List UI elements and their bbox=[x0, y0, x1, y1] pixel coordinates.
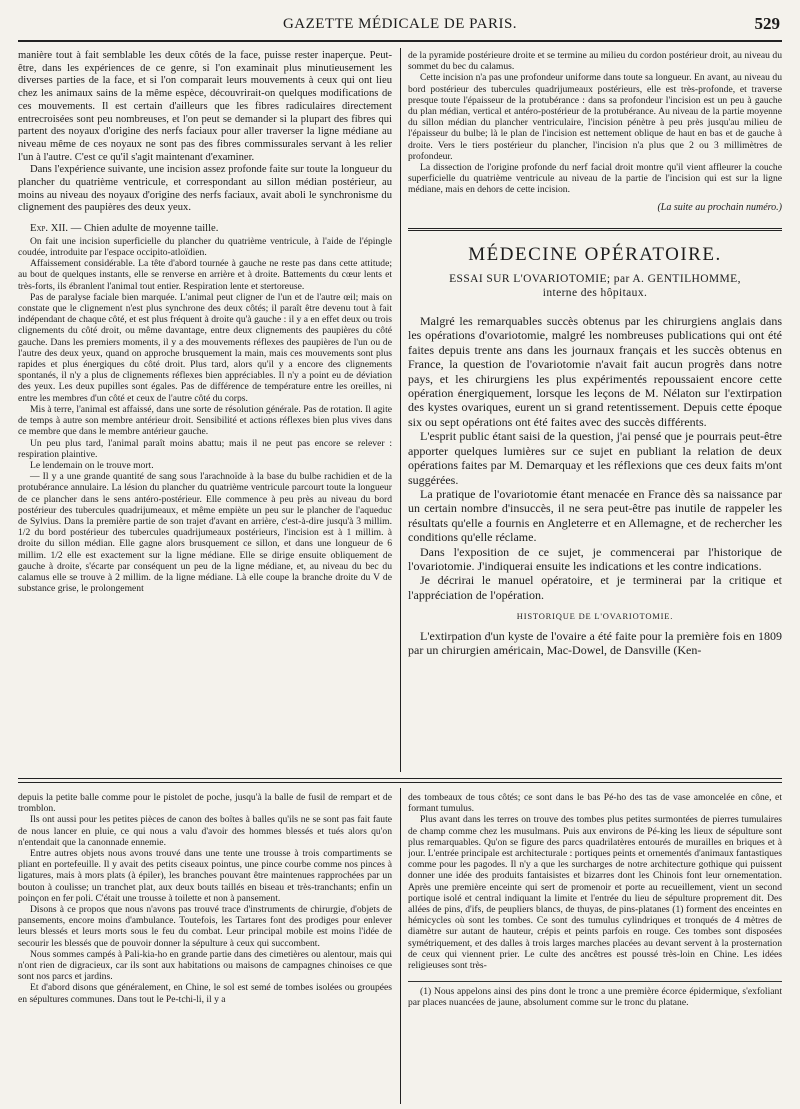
paragraph: Dans l'exposition de ce sujet, je commencerai par l'historique de l'ovariotomie. J'indiquerai ensuite les indications et les contre indications. bbox=[408, 544, 782, 573]
paragraph: Le lendemain on le trouve mort. bbox=[30, 459, 154, 471]
experiment-heading bbox=[18, 223, 392, 236]
paragraph: On fait une incision superficielle du plancher du quatrième ventricule, à l'aide de l'épingle coudée, introduite par l'espace occipito-atloïdien. bbox=[18, 235, 392, 259]
paragraph: La dissection de l'origine profonde du nerf facial droit montre qu'il vient affleurer la couche superficielle du quatrième ventricule au niveau de la partie de l'incision qui est sur la ligne médiane, mais en dehors de cette incision. bbox=[408, 162, 782, 196]
paragraph: des tombeaux de tous côtés; ce sont dans le bas Pé-ho des tas de vase amoncelée en cône, et formant tumulus. bbox=[408, 792, 782, 815]
paragraph: L'extirpation d'un kyste de l'ovaire a été faite pour la première fois en 1809 par un chirurgien américain, Mac-Dowel, de Dansville (Ken- bbox=[408, 628, 782, 658]
experiment-label: Exp. XII. bbox=[30, 223, 69, 235]
footnote bbox=[408, 981, 782, 1008]
paragraph: de la pyramide postérieure droite et se termine au milieu du cordon postérieur droit, au niveau du sommet du bec du calamus. bbox=[408, 50, 782, 73]
paragraph: Plus avant dans les terres on trouve des tombes plus petites surmontées de pierres tumulaires de champ comme chez les musulmans. Puis aux environs de Pé-king les lieux de sépulture sont plus remarquables. Qu'on se figure des parcs quadrilatères entourés de murailles en briques et à jour. L'entrée principale est architecturale : portiques peints et ornementés d'animaux fantastiques comme pour les pagodes. Il n'y a que les surcharges de notre architecture gothique qui puissent donner une idée des produits fantaisistes et bizarres dont les Chinois font leur ornementation. Après une première enceinte qui sert de promenoir et porte au recueillement, vient un second portique isolé et central indiquant la limite et l'entrée du lieu de sépulture proprement dit. Des allées de pins, d'ifs, de peupliers blancs, de thuyas, de pins-platanes (1) forment des enceintes en hémicycles où sont les tombes. Ce sont des tumulus cylindriques et tronqués de 4 mètres de diamètre sur autant de hauteur, crépis et peints parfois en rouge. Ces tombes sont disposées symétriquement, et des dalles à trois larges marches placées au devant servent à la prosternation de ceux qui viennent prier. Le culte des ancêtres est poussé très-loin en Chine. Les idées religieuses sont très- bbox=[408, 814, 782, 972]
paragraph: Nous sommes campés à Pali-kia-ho en grande partie dans des cimetières ou alentour, mais qui n'ont rien de digracieux, car ils sont aux habitations ou maisons de campagnes chinoises ce que sont nos parcs et jardins. bbox=[18, 948, 392, 983]
left-top-column bbox=[18, 50, 392, 768]
feuilleton-rule-thin bbox=[18, 782, 782, 783]
paragraph: L'esprit public étant saisi de la question, j'ai pensé que je pourrais peut-être apporter quelques lumières sur ce sujet en publiant la relation de deux opérations faites par M. Demarquay et les réflexions que ces deux faits m'ont suggérées. bbox=[408, 429, 782, 487]
paragraph: Et d'abord disons que généralement, en Chine, le sol est semé de tombes isolées ou groupées en sépultures communes. Dans tout le Pe-tchi-li, il y a bbox=[18, 982, 392, 1005]
paragraph: manière tout à fait semblable les deux côtés de la face, puisse rester inaperçue. Peut-être, dans les expériences de ce genre, si l'on examinait plus minutieusement les diverses parties de la face, et si l'on comparait leurs mouvements à ceux qui ont lieu chez les animaux sains de la même espèce, découvrirait-on quelques modifications de ces mouvements. Il est certain d'ailleurs que les fibres radiculaires directement entrecroisées sont peu nombreuses, et l'on peut se demander si la plupart des fibres qui partent des noyaux d'origine des nerfs faciaux pour aller traverser la ligne médiane au niveau même de ces noyaux ne sont pas des fibres commissurales servant à les relier l'un à l'autre. C'est ce qu'il s'agit maintenant d'examiner. bbox=[18, 50, 392, 163]
paragraph: Je décrirai le manuel opératoire, et je terminerai par la critique et l'appréciation de l'opération. bbox=[408, 573, 782, 602]
paragraph: Pas de paralyse faciale bien marquée. L'animal peut cligner de l'un et de l'autre œil; mais on constate que le clignement n'est plus synchrone des deux côtés; il paraît être devenu tout à fait indépendant de chaque côté, et est plus fréquent à droite qu'à gauche : il y a en effet deux ou trois clignements du côté droit, ou même davantage, entre deux clignements des paupières du côté gauche. Dans les premiers moments, il y a des mouvements réflexes des paupières de l'un ou de l'autre des deux yeux, quand on approche brusquement la main, mais ces mouvements sont plus rapides et plus énergiques du côté droit. Plus tard, alors qu'il y a encore des clignements spontanés, il n'y a plus de clignements réflexes bien appréciables. Il n'y a point eu de déviation des yeux. Les deux pupilles sont égales. Pas de différence de température entre les oreilles, ni entre les membres d'un côté et ceux de l'autre côté du corps. bbox=[18, 291, 392, 404]
page-number: 529 bbox=[754, 14, 780, 33]
journal-title: GAZETTE MÉDICALE DE PARIS. bbox=[282, 16, 518, 32]
article-body bbox=[408, 314, 782, 658]
section-rule bbox=[408, 228, 782, 231]
subheading: HISTORIQUE DE L'OVARIOTOMIE. bbox=[516, 611, 674, 622]
footnote-text: (1) Nous appelons ainsi des pins dont le tronc a une première écorce épidermique, s'exfoliant par places nuancées de jaune, absolument comme sur le tronc du platane. bbox=[408, 986, 782, 1009]
paragraph: depuis la petite balle comme pour le pistolet de poche, jusqu'à la balle de fusil de rempart et de tromblon. bbox=[18, 792, 392, 815]
right-top-column bbox=[408, 50, 782, 768]
article-author-line: interne des hôpitaux. bbox=[542, 287, 648, 300]
paragraph: Entre autres objets nous avons trouvé dans une tente une trousse à trois compartiments se pliant en portefeuille. Il y avait des petits ciseaux pointus, une pince courbe comme nos pinces à ligatures, mais à mors plats (à épiler), les branches pouvant être maintenues rapprochées par un bouton à coulisse; un tranchet plat, aux deux bouts taillés en biseau et très-tranchants; enfin un poinçon en fer poli. C'était une trousse à toilette et non à pansement. bbox=[18, 848, 392, 904]
paragraph: Affaissement considérable. La tête d'abord tournée à gauche ne reste pas dans cette attitude; au bout de quelques instants, elle se renverse en arrière et à droite. Battements du cœur lents et très-forts, ils ébranlent l'animal tout entier. Respiration lente et stertoreuse. bbox=[18, 258, 392, 292]
paragraph: Dans l'expérience suivante, une incision assez profonde faite sur toute la longueur du plancher du quatrième ventricule, et correspondant au sillon médian postérieur, au moins au niveau des noyaux d'origine des nerfs faciaux, avait aboli le synchronisme du clignement des paupières des deux yeux. bbox=[18, 164, 392, 214]
column-divider bbox=[400, 788, 401, 1104]
article-title-line: ESSAI SUR L'OVARIOTOMIE; par A. GENTILHOMME, bbox=[449, 273, 741, 286]
paragraph: Mis à terre, l'animal est affaissé, dans une sorte de résolution générale. Pas de rotation. Il agite de temps à autre son membre antérieur droit. Sensibilité et actions réflexes bien plus vives dans ce membre que dans le membre antérieur gauche. bbox=[18, 403, 392, 438]
paragraph: La pratique de l'ovariotomie étant menacée en France dès sa naissance par un certain nombre d'insuccès, il ne sera peut-être pas inutile de rappeler les résultats qu'elle a fournis en Angleterre et en Allemagne, et de rechercher les conditions qu'elle réclame. bbox=[408, 486, 782, 545]
paragraph: Cette incision n'a pas une profondeur uniforme dans toute sa longueur. En avant, au niveau du bord postérieur des tubercules quadrijumeaux postérieurs, elle est très-profonde, et traverse presque toute l'épaisseur de la protubérance : dans sa profondeur l'incision est un peu à gauche du plan médian, vertical et antéro-postérieur de la protubérance. Au niveau de la partie moyenne du sillon médian du plancher ventriculaire, l'incision pénètre à peu près jusqu'au milieu de l'épaisseur du bulbe; là le plan de l'incision est nettement oblique de haut en bas et de gauche à droite. Vers le tiers postérieur du plancher, l'incision n'a plus que 2 ou 3 millimètres de profondeur. bbox=[408, 72, 782, 162]
section-title: MÉDECINE OPÉRATOIRE. bbox=[468, 244, 722, 266]
left-bottom-column bbox=[18, 792, 392, 1102]
right-bottom-column bbox=[408, 792, 782, 1102]
paragraph: — Il y a une grande quantité de sang sous l'arachnoïde à la base du bulbe rachidien et de la protubérance annulaire. La lésion du plancher du quatrième ventricule parcourt toute la longueur de ce plancher dans le sens antéro-postérieur. Elle commence à peu près au niveau du bord postérieur des tubercules quadrijumeaux, et même empiète un peu sur le plancher de l'aqueduc de Sylvius. Dans la première partie de son trajet d'avant en arrière, c'est-à-dire jusqu'à 3 millim. 1/2 du bord postérieur des tubercules quadrijumeaux postérieurs, l'incision est à 1 millim. à droite du sillon médian. Elle gagne alors brusquement ce sillon, et dans une longueur de 6 millim. 1/2 elle est exactement sur la ligne médiane. Elle se dirige ensuite obliquement de gauche à droite, s'écarte par conséquent un peu de la ligne médiane, et, au niveau du bec du calamus elle se trouve à 2 millim. de la ligne médiane. Là elle coupe la branche droite du V de substance grise, le prolongement bbox=[18, 471, 392, 595]
article-title bbox=[408, 272, 782, 300]
column-divider bbox=[400, 48, 401, 772]
paragraph: Ils ont aussi pour les petites pièces de canon des boîtes à balles qu'ils ne se sont pas fait faute de nous lancer en pluie, ce qui nous a valu d'avoir des hommes blessés et tués alors qu'on n'entendait que la canonnade ennemie. bbox=[18, 814, 392, 848]
experiment-title: — Chien adulte de moyenne taille. bbox=[68, 223, 219, 235]
paragraph: Un peu plus tard, l'animal paraît moins abattu; mais il ne peut pas encore se relever : respiration plaintive. bbox=[18, 437, 392, 460]
page-header bbox=[18, 14, 782, 42]
paragraph: Disons à ce propos que nous n'avons pas trouvé trace d'instruments de chirurgie, d'objets de pansements, encore moins d'ambulance. Toutefois, les Tartares font des prodiges pour enlever leurs blessés et leurs morts sous le feu du combat. Leur principal mobile est moins l'idée de secourir les blessés que de pouvoir donner la sépulture à ceux qui succombent. bbox=[18, 904, 392, 949]
feuilleton-rule bbox=[18, 778, 782, 779]
paragraph: Malgré les remarquables succès obtenus par les chirurgiens anglais dans les opérations d'ovariotomie, malgré les nombreuses publications qui ont été faites depuis trente ans dans les journaux français et les succès obtenus en France, la question de l'ovariotomie n'avait fait aucun progrès dans notre pays, et les chirurgiens les plus expérimentés repoussaient encore cette opération énergiquement, lorsque les leçons de M. Nélaton sur l'extirpation des kystes ovariques, eurent un si grand retentissement. Depuis cette époque six ou sept opérations ont été faites avec des succès différents. bbox=[408, 314, 782, 429]
continuation-note: (La suite au prochain numéro.) bbox=[657, 201, 782, 213]
